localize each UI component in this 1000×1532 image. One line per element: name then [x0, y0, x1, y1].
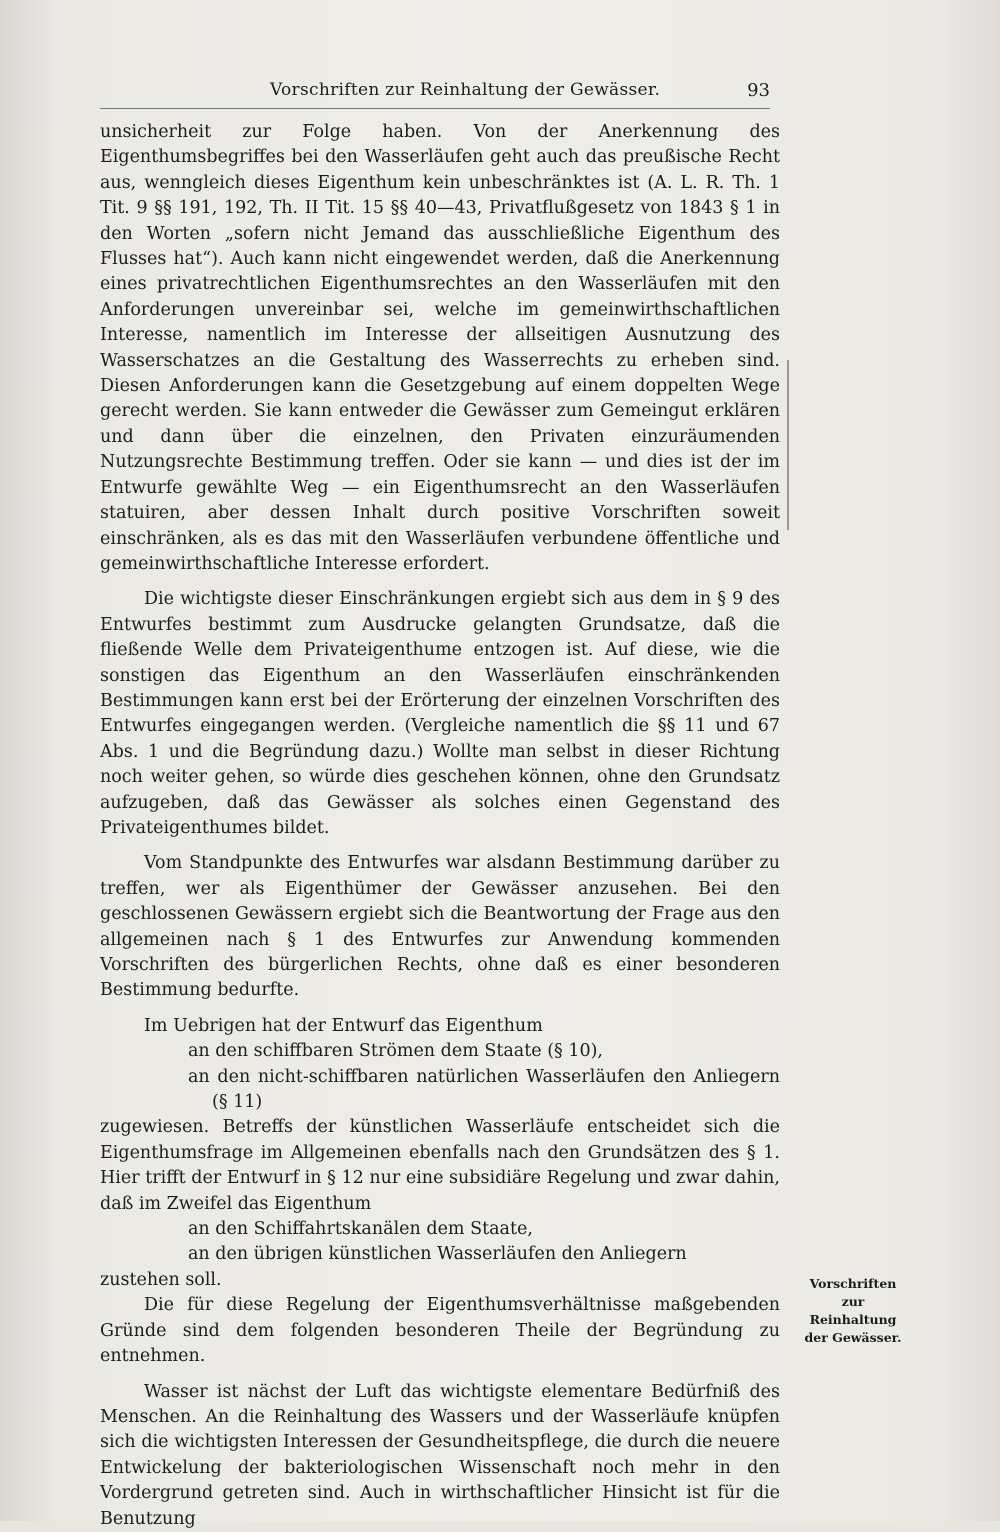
paragraph: zugewiesen. Betreffs der künstlichen Wasserläufe entscheidet sich die Eigenthumsfrage im Allgemeinen ebenfalls nach den Grundsätzen des § 1. Hier trifft der Entwurf in § 12 nur eine subsidiäre Regelung und zwar dahin, daß im Zweifel das Eigenthum: [100, 1117, 780, 1214]
paragraph: zustehen soll.: [100, 1269, 222, 1290]
paragraph: Wasser ist nächst der Luft das wichtigste elementare Bedürfniß des Menschen. An die Reinhaltung des Wassers und der Wasserläufe knüpfen sich die wichtigsten Interessen der Gesundheitspflege, die durch die neuere Entwickelung der bakteriologischen Wissenschaft noch mehr in den Vordergrund getreten sind. Auch in wirthschaftlicher Hinsicht ist für die Benutzung: [100, 1381, 780, 1529]
paragraph: Im Uebrigen hat der Entwurf das Eigenthum: [144, 1015, 543, 1036]
paragraph: Vom Standpunkte des Entwurfes war alsdann Bestimmung darüber zu treffen, wer als Eigenthümer der Gewässer anzusehen. Bei den geschlossenen Gewässern ergiebt sich die Beantwortung der Frage aus den allgemeinen nach § 1 des Entwurfes zur Anwendung kommenden Vorschriften des bürgerlichen Rechts, ohne daß es einer besonderen Bestimmung bedurfte.: [100, 853, 780, 1001]
paragraph: Die wichtigste dieser Einschränkungen ergiebt sich aus dem in § 9 des Entwurfes bestimmt zum Ausdrucke gelangten Grundsatze, daß die fließende Welle dem Privateigenthume entzogen ist. Auf diese, wie die sonstigen das Eigenthum an den Wasserläufen einschränkenden Bestimmungen kann erst bei der Erörterung der einzelnen Vorschriften des Entwurfes eingegangen werden. (Vergleiche namentlich die §§ 11 und 67 Abs. 1 und die Begründung dazu.) Wollte man selbst in dieser Richtung noch weiter gehen, so würde dies geschehen können, ohne den Grundsatz aufzugeben, daß das Gewässer als solches einen Gegenstand des Privateigenthumes bildet.: [100, 589, 780, 838]
paragraph: Die für diese Regelung der Eigenthumsverhältnisse maßgebenden Gründe sind dem folgenden besonderen Theile der Begründung zu entnehmen.: [100, 1295, 780, 1367]
list-item: an den nicht-schiffbaren natürlichen Wasserläufen den Anliegern (§ 11): [188, 1066, 780, 1113]
list-item: an den schiffbaren Strömen dem Staate (§ 10),: [188, 1041, 603, 1062]
paragraph: unsicherheit zur Folge haben. Von der Anerkennung des Eigenthumsbegriffes bei den Wasserläufen geht auch das preußische Recht aus, wenngleich dieses Eigenthum kein unbeschränktes ist (A. L. R. Th. 1 Tit. 9 §§ 191, 192, Th. II Tit. 15 §§ 40—43, Privatflußgesetz von 1843 § 1 in den Worten „sofern nicht Jemand das ausschließliche Eigenthum des Flusses hat“). Auch kann nicht eingewendet werden, daß die Anerkennung eines privatrechtlichen Eigenthumsrechtes an den Wasserläufen mit den Anforderungen unvereinbar sei, welche im gemeinwirthschaftlichen Interesse, namentlich im Interesse der allseitigen Ausnutzung des Wasserschatzes an die Gestaltung des Wasserrechts zu erheben sind. Diesen Anforderungen kann die Gesetzgebung auf einem doppelten Wege gerecht werden. Sie kann entweder die Gewässer zum Gemeingut erklären und dann über die einzelnen, den Privaten einzuräumenden Nutzungsrechte Bestimmung treffen. Oder sie kann — und dies ist der im Entwurfe gewählte Weg — ein Eigenthumsrecht an den Wasserläufen statuiren, aber dessen Inhalt durch positive Vorschriften soweit einschränken, als es das mit den Wasserläufen verbundene öffentliche und gemeinwirthschaftliche Interesse erfordert.: [100, 122, 780, 574]
running-header: [100, 80, 770, 110]
running-title: Vorschriften zur Reinhaltung der Gewässer.: [270, 80, 661, 100]
header-rule: [100, 108, 770, 109]
list-item: an den übrigen künstlichen Wasserläufen den Anliegern: [188, 1244, 687, 1265]
margin-mark: [787, 360, 789, 530]
list-item: an den Schiffahrtskanälen dem Staate,: [188, 1219, 533, 1240]
page-number: 93: [747, 80, 770, 101]
margin-note: Vorschriften zur Reinhaltung der Gewässer.: [804, 1276, 902, 1345]
body-text: [100, 120, 780, 1532]
